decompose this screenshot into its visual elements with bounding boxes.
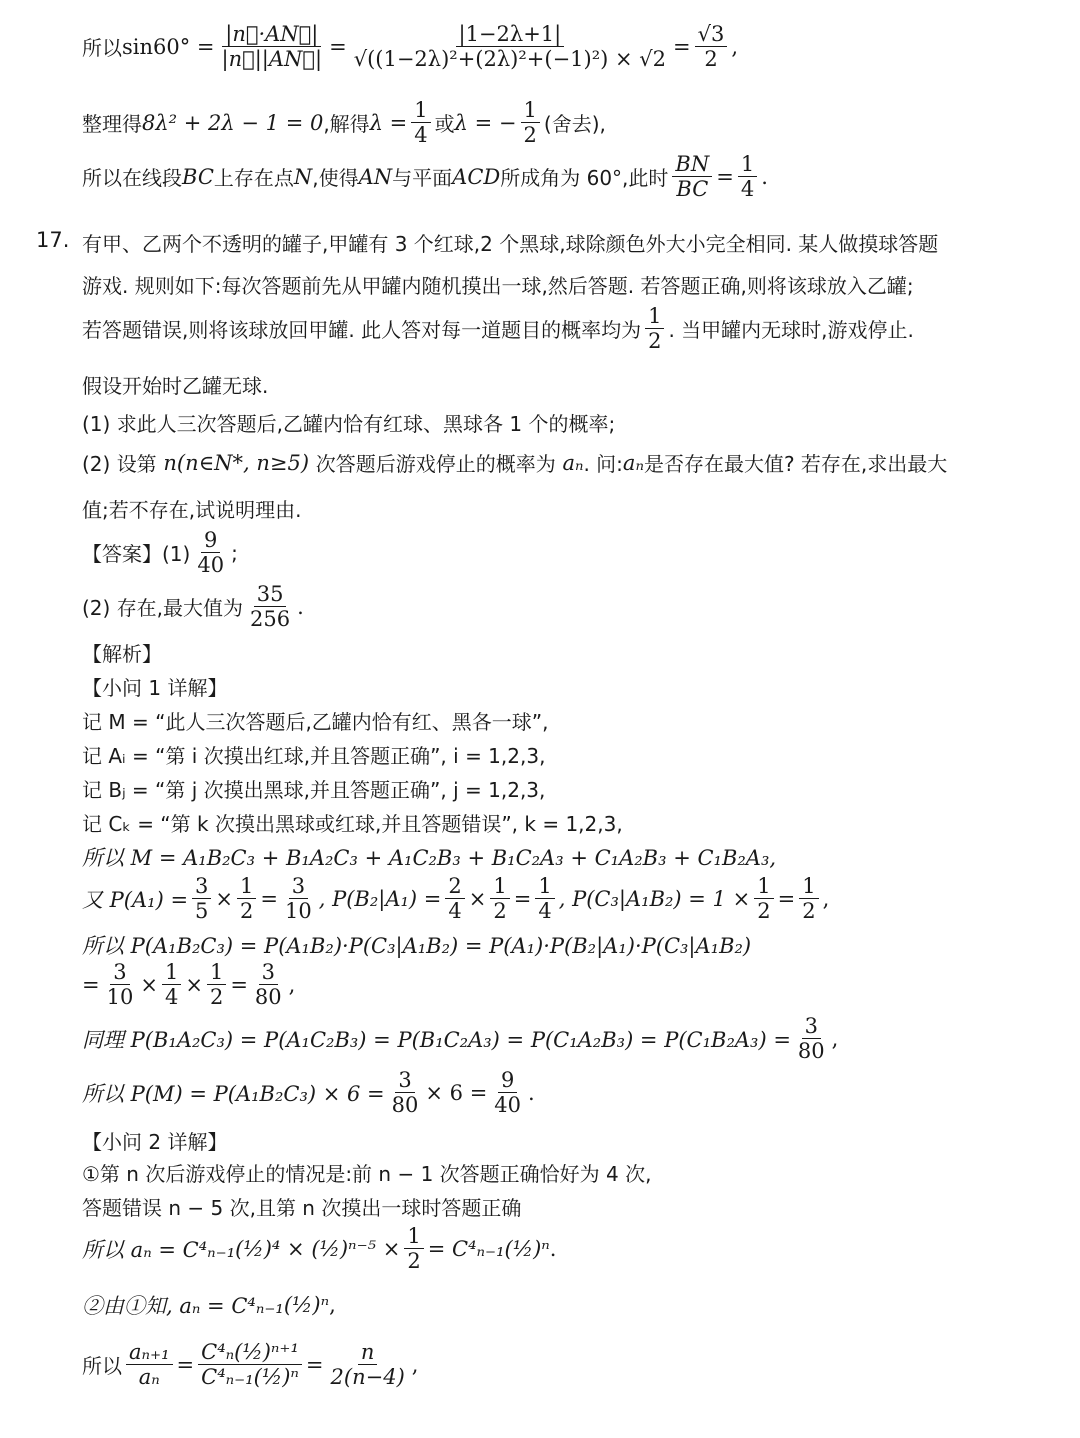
math: (½)ⁿ⁻⁵ [311,1236,377,1261]
text: × [140,972,158,997]
text: (舍去), [543,112,606,137]
denominator: 2 [648,329,662,354]
fraction [404,1224,423,1273]
numerator: C⁴ₙ(½)ⁿ⁺¹ [198,1340,302,1365]
text: . 问: [583,452,623,476]
text: 上存在点 [213,166,294,191]
denominator: 2(n−4) [330,1365,405,1390]
math: (½)⁴ [235,1236,281,1261]
text: 所成角为 60°,此时 [500,166,669,191]
fraction [738,152,757,201]
fraction [252,960,285,1009]
analysis-label: 【解析】 [82,642,162,666]
answer-line-2 [82,582,304,631]
denominator: 40 [197,553,225,578]
text: (2) 设第 [82,452,157,476]
math: aₙ [562,450,584,475]
text: . [528,1080,535,1105]
math: λ = − [454,110,517,135]
numerator: |n⃗·AN⃗| [222,22,321,47]
math: 所以 P(M) = P(A₁B₂C₃) × 6 = [82,1081,385,1106]
numerator: 1 [411,98,430,123]
question-2 [82,448,947,477]
analysis-line [82,1290,336,1320]
fraction [192,874,211,923]
fraction [799,874,818,923]
analysis-line [82,1014,838,1063]
text: 所以 [82,1354,122,1379]
denominator: 2 [493,899,507,924]
text: × [468,886,487,911]
text: 若答题错误,则将该球放回甲罐. 此人答对每一道题目的概率均为 [82,318,642,343]
numerator: 2 [445,874,464,899]
numerator: 9 [498,1068,517,1093]
fraction [247,582,293,631]
numerator: BN [672,152,712,177]
problem-number: 17. [36,228,70,252]
analysis-line [82,874,829,923]
math: ②由①知, aₙ = C⁴ₙ₋₁ [82,1294,284,1318]
fraction [328,1340,408,1389]
text: , [329,1293,336,1317]
denominator: 80 [797,1039,825,1064]
sin-equation-line [82,22,738,71]
math: 所以 aₙ = C⁴ₙ₋₁ [82,1237,236,1262]
text: ; [231,540,238,565]
math: λ = [369,110,408,135]
problem-text: 游戏. 规则如下:每次答题前先从甲罐内随机摸出一球,然后答题. 若答题正确,则将该球放入乙罐; [82,274,914,298]
text: = [82,972,100,997]
text: = [777,886,796,911]
answer-line-1 [82,528,238,577]
math: ACD [452,164,501,189]
numerator: 9 [201,528,220,553]
fraction [411,98,430,147]
math: = C⁴ₙ₋₁ [427,1236,505,1261]
denominator: 10 [106,985,134,1010]
denominator: aₙ [138,1365,160,1390]
analysis-line: 记 M = “此人三次答题后,乙罐内恰有红、黑各一球”, [82,710,549,734]
text: 次答题后游戏停止的概率为 [315,452,556,476]
fraction [389,1068,422,1117]
text: × [185,972,203,997]
numerator: n [358,1340,378,1365]
text: , [831,1026,839,1051]
text: , [731,34,739,59]
subquestion-2-label: 【小问 2 详解】 [82,1130,228,1154]
text: = [673,34,691,59]
denominator: |n⃗||AN⃗| [221,47,323,72]
denominator: 2 [407,1249,421,1274]
text: × [215,886,234,911]
numerator: 3 [395,1068,414,1093]
analysis-line [82,842,776,872]
math: 所以 P(A₁B₂C₃) = P(A₁B₂)·P(C₃|A₁B₂) = P(A₁)·P(B₂|A₁)·P(C₃|A₁B₂) [82,934,752,958]
fraction [237,874,256,923]
text: × [287,1236,305,1261]
numerator: 1 [490,874,509,899]
analysis-line: ①第 n 次后游戏停止的情况是:前 n − 1 次答题正确恰好为 4 次, [82,1162,652,1186]
text: . [549,1236,557,1261]
answer-label: 【答案】(1) [82,542,191,567]
math: BC [182,164,214,189]
math: 同理 P(B₁A₂C₃) = P(A₁C₂B₃) = P(B₁C₂A₃) = P(C₁A₂B₃) = P(C₁B₂A₃) = [82,1027,791,1052]
numerator: 1 [738,152,757,177]
fraction [207,960,226,1009]
fraction [521,98,540,147]
numerator: 35 [254,582,287,607]
denominator: 40 [494,1093,522,1118]
fraction [194,528,227,577]
problem-text: 有甲、乙两个不透明的罐子,甲罐有 3 个红球,2 个黑球,球除颜色外大小完全相同. 某人做摸球答题 [82,232,939,256]
numerator: √3 [695,22,728,47]
denominator: BC [676,177,709,202]
math: 所以 M = A₁B₂C₃ + B₁A₂C₃ + A₁C₂B₃ + B₁C₂A₃ + C₁A₂B₃ + C₁B₂A₃, [82,846,777,870]
text: sin60° = [122,34,215,59]
text: = [513,886,532,911]
analysis-line [82,1340,418,1389]
analysis-line: 答题错误 n − 5 次,且第 n 次摸出一球时答题正确 [82,1196,522,1220]
numerator: 1 [521,98,540,123]
analysis-line [82,930,751,960]
math: (½)ⁿ [504,1236,550,1261]
fraction [282,874,315,923]
text: × 6 = [425,1080,488,1105]
fraction [126,1340,173,1389]
denominator: 80 [391,1093,419,1118]
analysis-line [82,960,295,1009]
analysis-line [82,1068,535,1117]
text: . [297,594,304,619]
denominator: 2 [240,899,254,924]
text: 是否存在最大值? 若存在,求出最大 [643,452,948,476]
analysis-line [82,1224,556,1273]
problem-text: 假设开始时乙罐无球. [82,374,269,398]
text: , [288,972,296,997]
math: AN [358,164,393,189]
text: (2) 存在,最大值为 [82,596,244,621]
denominator: 4 [538,899,552,924]
denominator: 5 [195,899,209,924]
subquestion-1-label: 【小问 1 详解】 [82,676,228,700]
math: 8λ² + 2λ − 1 = 0 [142,110,324,135]
text: = [716,164,734,189]
text: = [329,34,347,59]
numerator: 1 [162,960,181,985]
text: 或 [434,112,455,137]
fraction [535,874,554,923]
text: . 当甲罐内无球时,游戏停止. [668,318,914,343]
text: = [230,972,248,997]
fraction [754,874,773,923]
denominator: 4 [414,123,428,148]
denominator: 2 [704,47,718,72]
denominator: 2 [757,899,771,924]
text: = [305,1352,324,1377]
numerator: 1 [754,874,773,899]
analysis-line: 记 Bⱼ = “第 j 次摸出黑球,并且答题正确”, j = 1,2,3, [82,778,546,802]
numerator: |1−2λ+1| [456,22,565,47]
numerator: 3 [192,874,211,899]
text: ,使得 [312,166,359,191]
fraction [104,960,137,1009]
conclusion-line [82,152,768,201]
numerator: 1 [799,874,818,899]
denominator: 2 [209,985,224,1010]
text: × [382,1236,401,1261]
numerator: 3 [259,960,278,985]
question-1: (1) 求此人三次答题后,乙罐内恰有红球、黑球各 1 个的概率; [82,412,616,436]
question-2-cont: 值;若不存在,试说明理由. [82,498,302,522]
fraction [795,1014,828,1063]
denominator: 2 [523,123,537,148]
analysis-line: 记 Aᵢ = “第 i 次摸出红球,并且答题正确”, i = 1,2,3, [82,744,546,768]
solve-lambda-line [82,98,606,147]
numerator: 3 [802,1014,821,1039]
fraction [490,874,509,923]
text: = [260,886,279,911]
fraction [491,1068,524,1117]
denominator: 2 [802,899,816,924]
numerator: 3 [289,874,308,899]
text: 所以 [82,36,122,61]
text: , [822,886,830,911]
math: aₙ [622,450,644,475]
denominator: 80 [254,985,282,1010]
denominator: 256 [250,607,291,632]
text: . [761,164,768,189]
problem-text [82,304,914,353]
numerator: 1 [237,874,256,899]
denominator: 4 [448,899,462,924]
math: n(n∈N*, n≥5) [163,450,310,475]
math: 又 P(A₁) = [82,887,189,912]
math: , P(B₂|A₁) = [318,886,442,911]
numerator: 1 [645,304,664,329]
analysis-line: 记 Cₖ = “第 k 次摸出黑球或红球,并且答题错误”, k = 1,2,3, [82,812,623,836]
numerator: 3 [110,960,129,985]
text: 所以在线段 [82,166,182,191]
denominator: C⁴ₙ₋₁(½)ⁿ [201,1365,299,1390]
fraction [162,960,181,1009]
fraction [198,1340,302,1389]
numerator: 1 [535,874,554,899]
numerator: 1 [207,960,226,985]
text: 整理得 [82,112,142,137]
text: ,解得 [323,112,370,137]
math: (½)ⁿ [283,1293,330,1317]
fraction [351,22,669,71]
denominator: 4 [740,177,755,202]
numerator: aₙ₊₁ [126,1340,173,1365]
text: 与平面 [392,166,453,191]
math: , P(C₃|A₁B₂) = 1 × [558,886,751,911]
fraction [672,152,712,201]
fraction [645,304,664,353]
fraction [695,22,728,71]
text: , [411,1352,419,1377]
fraction [219,22,326,71]
fraction [445,874,464,923]
denominator: 4 [164,985,179,1010]
denominator: 10 [285,899,312,924]
denominator: √((1−2λ)²+(2λ)²+(−1)²) × √2 [353,47,667,72]
math: N [293,164,313,189]
numerator: 1 [404,1224,423,1249]
text: = [176,1352,195,1377]
